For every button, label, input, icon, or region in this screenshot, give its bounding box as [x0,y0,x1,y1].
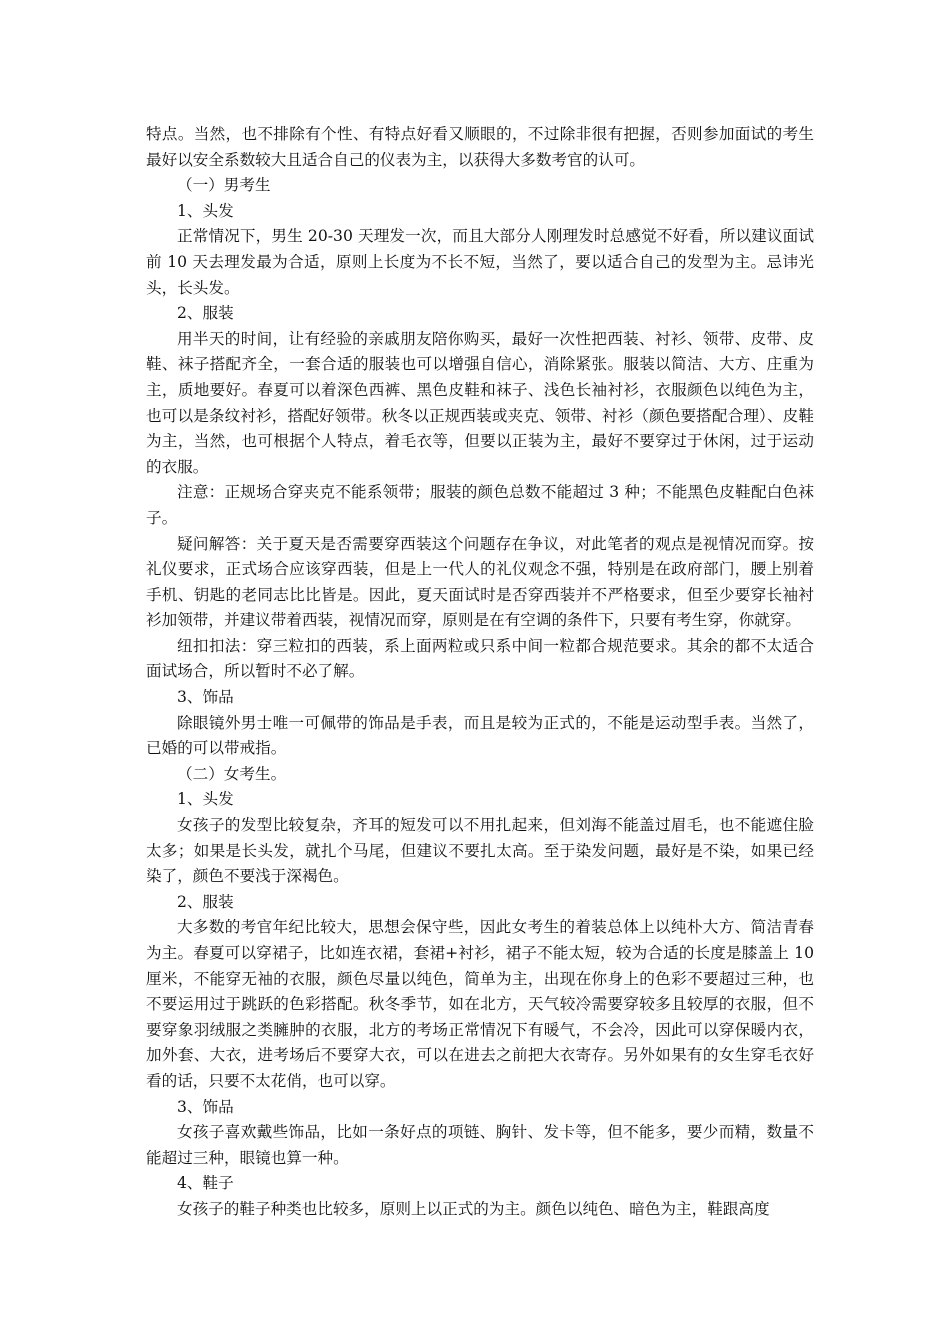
paragraph-buttons: 纽扣扣法：穿三粒扣的西装，系上面两粒或只系中间一粒都合规范要求。其余的都不太适合面试场合，所以暂时不必了解。 [146,636,814,681]
subheading-clothing-female: 2、服装 [177,892,234,911]
subheading-hair-male: 1、头发 [177,201,234,220]
subheading-shoes-female: 4、鞋子 [177,1174,234,1193]
paragraph-note: 注意：正规场合穿夹克不能系领带；服装的颜色总数不能超过 3 种；不能黑色皮鞋配白色袜子。 [146,483,814,527]
document-body [146,122,814,1223]
subheading-hair-female: 1、头发 [177,790,234,809]
subheading-accessories-male: 3、饰品 [177,688,234,707]
paragraph-shoes-female: 女孩子的鞋子种类也比较多，原则上以正式的为主。颜色以纯色、暗色为主，鞋跟高度 [177,1199,770,1218]
paragraph-faq: 疑问解答：关于夏天是否需要穿西装这个问题存在争议，对此笔者的观点是视情况而穿。按礼仪要求，正式场合应该穿西装，但是上一代人的礼仪观念不强，特别是在政府部门，腰上别着手机、钥匙的老同志比比皆是。因此，夏天面试时是否穿西装并不严格要求，但至少要穿长袖衬衫加领带，并建议带着西装，视情况而穿，原则是在有空调的条件下，只要有考生穿，你就穿。 [146,534,814,630]
paragraph-hair-female: 女孩子的发型比较复杂，齐耳的短发可以不用扎起来，但刘海不能盖过眉毛，也不能遮住脸太多；如果是长头发，就扎个马尾，但建议不要扎太高。至于染发问题，最好是不染，如果已经染了，颜色不要浅于深褐色。 [146,816,814,886]
section-heading-female: （二）女考生。 [177,764,287,783]
subheading-accessories-female: 3、饰品 [177,1097,234,1116]
section-heading-male: （一）男考生 [177,176,271,195]
paragraph-hair-male: 正常情况下，男生 20-30 天理发一次，而且大部分人刚理发时总感觉不好看，所以建议面试前 10 天去理发最为合适，原则上长度为不长不短，当然了，要以适合自己的发型为主。忌讳光头，长头发。 [146,227,814,297]
paragraph-accessories-female: 女孩子喜欢戴些饰品，比如一条好点的项链、胸针、发卡等，但不能多，要少而精，数量不能超过三种，眼镜也算一种。 [146,1123,814,1167]
paragraph-accessories-male: 除眼镜外男士唯一可佩带的饰品是手表，而且是较为正式的，不能是运动型手表。当然了，已婚的可以带戒指。 [146,713,814,758]
subheading-clothing-male: 2、服装 [177,304,234,323]
paragraph-clothing-male: 用半天的时间，让有经验的亲戚朋友陪你购买，最好一次性把西装、衬衫、领带、皮带、皮鞋、袜子搭配齐全，一套合适的服装也可以增强自信心，消除紧张。服装以简洁、大方、庄重为主，质地要好。春夏可以着深色西裤、黑色皮鞋和袜子、浅色长袖衬衫，衣服颜色以纯色为主，也可以是条纹衬衫，搭配好领带。秋冬以正规西装或夹克、领带、衬衫（颜色要搭配合理）、皮鞋为主，当然，也可根据个人特点，着毛衣等，但要以正装为主，最好不要穿过于休闲，过于运动的衣服。 [146,329,814,476]
paragraph-1: 特点。当然，也不排除有个性、有特点好看又顺眼的，不过除非很有把握，否则参加面试的考生最好以安全系数较大且适合自己的仪表为主，以获得大多数考官的认可。 [146,125,814,169]
paragraph-clothing-female: 大多数的考官年纪比较大，思想会保守些，因此女考生的着装总体上以纯朴大方、简洁青春为主。春夏可以穿裙子，比如连衣裙，套裙+衬衫，裙子不能太短，较为合适的长度是膝盖上 10 厘米，不能穿无袖的衣服，颜色尽量以纯色，简单为主，出现在你身上的色彩不要超过三种，也不要运用过于跳跃的色彩搭配。秋冬季节，如在北方，天气较冷需要穿较多且较厚的衣服，但不要穿象羽绒服之类臃肿的衣服，北方的考场正常情况下有暖气，不会冷，因此可以穿保暖内衣，加外套、大衣，进考场后不要穿大衣，可以在进去之前把大衣寄存。另外如果有的女生穿毛衣好看的话，只要不太花俏，也可以穿。 [146,918,814,1090]
